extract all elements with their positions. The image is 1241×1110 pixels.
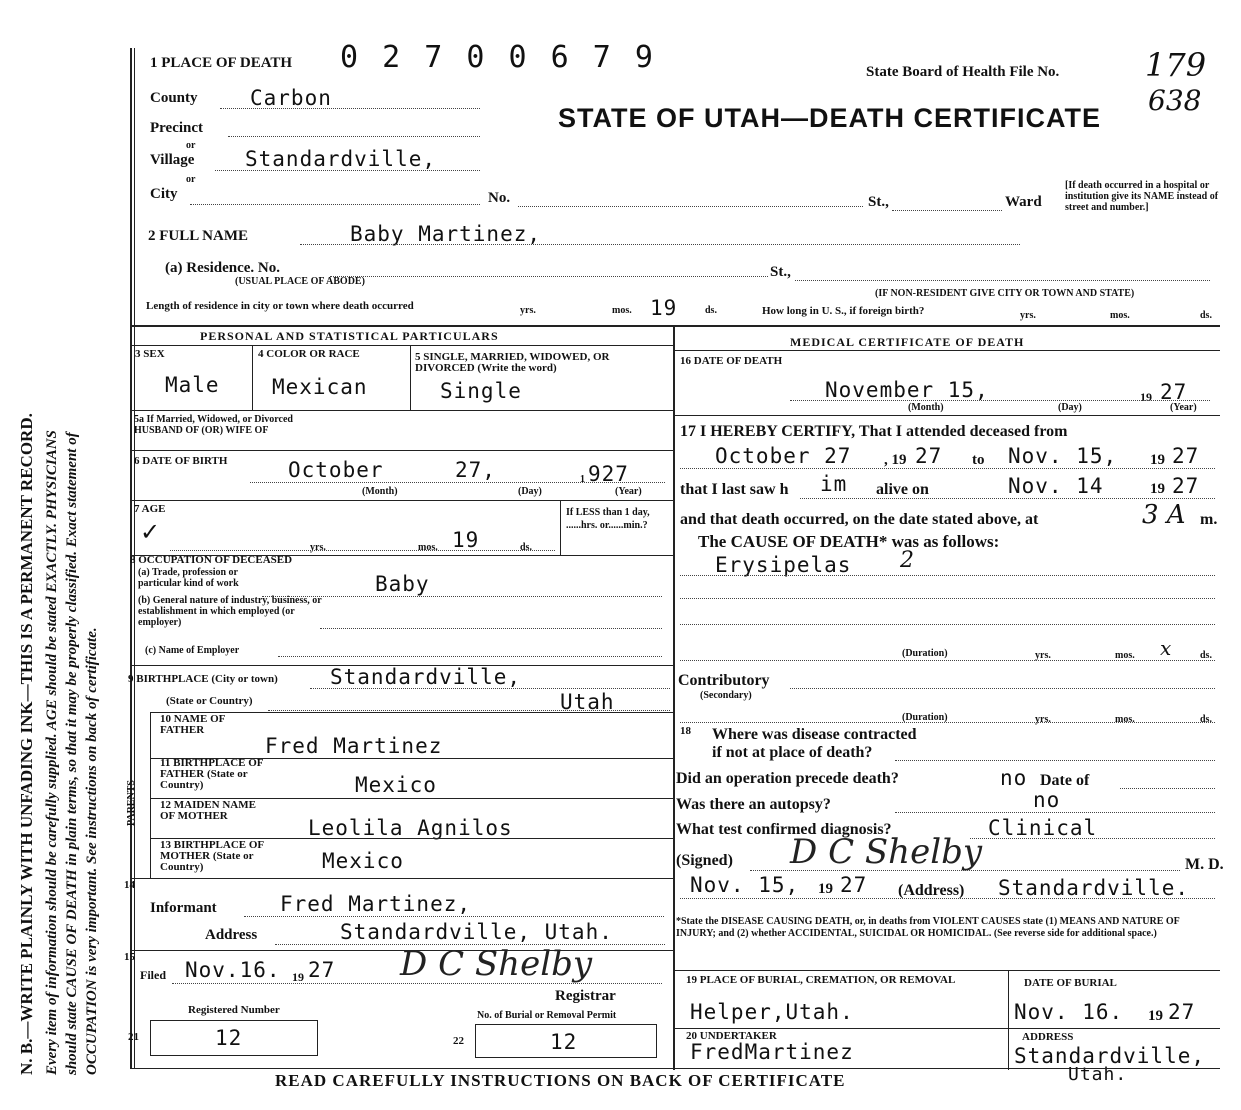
father-name: Fred Martinez [265, 734, 443, 758]
residence-label: (a) Residence. No. [165, 260, 280, 276]
father-birthplace: Mexico [355, 773, 437, 797]
city-label: City [150, 186, 178, 202]
length-days: 19 [650, 296, 678, 320]
birthplace-city: Standardville, [330, 665, 522, 689]
footer-instructions: READ CAREFULLY INSTRUCTIONS ON BACK OF CERTIFICATE [275, 1071, 846, 1090]
side-notes [16, 15, 102, 1075]
full-name-label: 2 FULL NAME [148, 228, 249, 244]
informant-label: Informant [150, 900, 217, 916]
death-time: 3 A [1142, 500, 1186, 530]
test-label: What test confirmed diagnosis? [676, 821, 892, 838]
less-than-day: If LESS than 1 day, ......hrs. or......min.? [566, 507, 650, 531]
state-file-no-2: 638 [1148, 84, 1202, 117]
undertaker-name: FredMartinez [690, 1040, 854, 1064]
undertaker-address-2: Utah. [1068, 1064, 1128, 1085]
mother-birthplace: Mexico [322, 849, 404, 873]
hospital-note: [If death occurred in a hospital or institution give its NAME instead of street and number.] [1065, 180, 1219, 213]
cause-of-death: Erysipelas [715, 553, 852, 577]
spouse-label: 5a If Married, Widowed, or Divorced HUSBAND OF (OR) WIFE OF [134, 414, 293, 436]
footnote: *State the DISEASE CAUSING DEATH, or, in deaths from VIOLENT CAUSES state (1) MEANS AND NATURE OF INJURY; and (2) whether ACCIDENTAL, SUICIDAL OR HOMICIDAL. (See reverse side for additional space.) [676, 916, 1180, 939]
village-value: Standardville, [245, 147, 437, 171]
informant-address-label: Address [205, 927, 258, 943]
physician-address: Standardville. [998, 876, 1190, 900]
registrar-signature: D C Shelby [400, 944, 593, 984]
occupation-value: Baby [375, 572, 430, 596]
attended-from: October 27 [715, 444, 852, 468]
certify-text: 17 I HEREBY CERTIFY, That I attended deceased from [680, 423, 1068, 440]
signed-date: Nov. 15, [690, 873, 800, 897]
autopsy-label: Was there an autopsy? [676, 796, 831, 813]
duration-mark: x [1160, 636, 1172, 660]
marital-value: Single [440, 379, 522, 403]
state-file-label: State Board of Health File No. [866, 64, 1060, 80]
sex-value: Male [165, 373, 220, 397]
side-note-line3: should state CAUSE OF DEATH in plain terms, so that it may be properly classified. Exact statement of [64, 432, 80, 1075]
village-label: Village [150, 152, 195, 168]
operation-label: Did an operation precede death? [676, 770, 899, 787]
color-value: Mexican [272, 375, 368, 399]
test-value: Clinical [988, 816, 1098, 840]
dob-month: October [288, 458, 384, 482]
informant-address: Standardville, Utah. [340, 920, 613, 944]
death-year: 27 [1160, 380, 1188, 404]
registered-number: 12 [215, 1026, 243, 1050]
age-days: 19 [452, 528, 480, 552]
registrar-label: Registrar [555, 988, 616, 1004]
county-value: Carbon [250, 86, 332, 110]
filed-date: Nov.16. [185, 958, 281, 982]
burial-permit-number: 12 [550, 1030, 578, 1054]
parents-label: PARENTS [126, 780, 137, 826]
side-note-line1: N. B.—WRITE PLAINLY WITH UNFADING INK—THIS IS A PERMANENT RECORD. [17, 413, 36, 1075]
medical-heading: MEDICAL CERTIFICATE OF DEATH [790, 335, 1025, 349]
cause-mark: 2 [900, 548, 914, 573]
attended-from-year: 27 [915, 444, 943, 468]
personal-heading: PERSONAL AND STATISTICAL PARTICULARS [200, 329, 499, 343]
mother-name: Leolila Agnilos [308, 816, 513, 840]
ward-label: Ward [1005, 194, 1042, 210]
operation-value: no [1000, 766, 1028, 790]
attended-to-year: 27 [1172, 444, 1200, 468]
filed-year: 27 [308, 958, 336, 982]
burial-place: Helper,Utah. [690, 1000, 854, 1024]
informant-name: Fred Martinez, [280, 892, 472, 916]
burial-year: 27 [1168, 1000, 1196, 1024]
dob-year: 927 [588, 462, 629, 486]
center-divider [673, 325, 675, 1070]
last-saw-him: im [820, 472, 848, 496]
signed-label: (Signed) [676, 852, 733, 869]
age-check: ✓ [140, 520, 161, 546]
full-name-value: Baby Martinez, [350, 222, 542, 246]
dob-day: 27, [455, 458, 496, 482]
st-label: St., [868, 194, 889, 210]
length-label: Length of residence in city or town where death occurred [146, 300, 414, 312]
no-label: No. [488, 190, 511, 206]
physician-signature: D C Shelby [790, 832, 983, 872]
last-saw-year: 27 [1172, 474, 1200, 498]
side-note-line4: OCCUPATION is very important. See instructions on back of certificate. [84, 627, 100, 1075]
certificate-title: STATE OF UTAH—DEATH CERTIFICATE [558, 103, 1101, 133]
precinct-label: Precinct [150, 120, 204, 136]
autopsy-value: no [1033, 788, 1061, 812]
non-resident-note: (IF NON-RESIDENT GIVE CITY OR TOWN AND STATE) [875, 288, 1135, 299]
foreign-label: How long in U. S., if foreign birth? [762, 305, 925, 317]
cause-label: The CAUSE OF DEATH* was as follows: [698, 532, 1000, 551]
county-label: County [150, 90, 198, 106]
death-month-day: November 15, [825, 378, 989, 402]
signed-year: 27 [840, 873, 868, 897]
state-file-no: 179 [1145, 46, 1207, 84]
undertaker-address: Standardville, [1014, 1044, 1206, 1068]
serial-number: 0 2 7 0 0 6 7 9 [340, 40, 656, 75]
burial-date: Nov. 16. [1014, 1000, 1124, 1024]
birthplace-state: Utah [560, 690, 615, 714]
contributory-label: Contributory [678, 672, 770, 689]
side-note-line2: Every item of information should be carefully supplied. AGE should be stated EXACTLY. PHYSICIANS [44, 430, 60, 1075]
place-of-death-label: 1 PLACE OF DEATH [150, 55, 293, 71]
last-saw-date: Nov. 14 [1008, 474, 1104, 498]
attended-to: Nov. 15, [1008, 444, 1118, 468]
q18-text: Where was disease contracted [712, 726, 917, 743]
